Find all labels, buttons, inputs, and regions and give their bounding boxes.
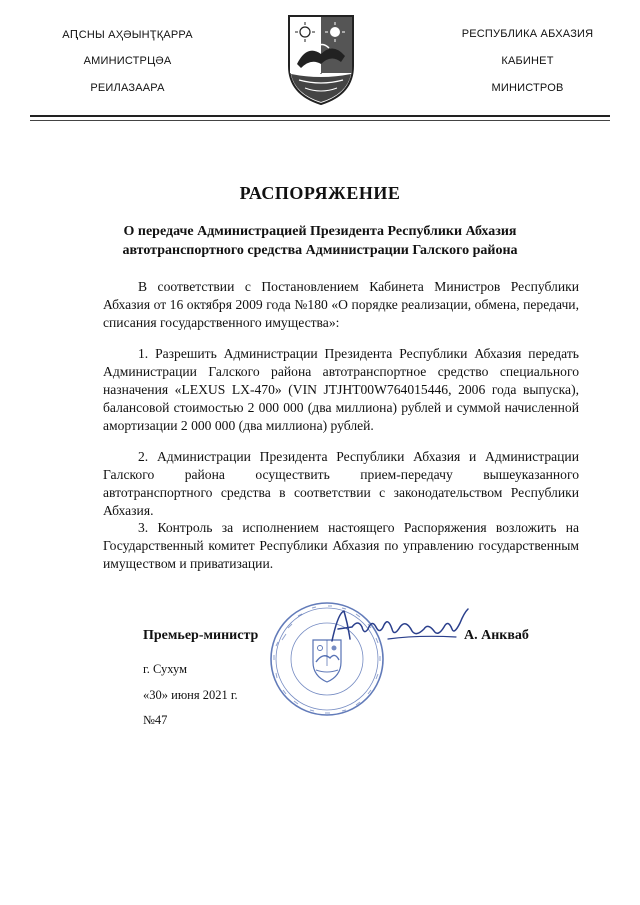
header-left-line-1: АԤСНЫ АҲӘЫНҬҚАРРА: [62, 29, 193, 41]
document-title: РАСПОРЯЖЕНИЕ: [239, 183, 401, 203]
item-paragraph-1: 1. Разрешить Администрации Президента Республики Абхазия передать Администрации Галского района автотранспортное средство специального назначения «LEXUS LX-470» (VIN JTJHT00W764015446, 2006 года выпуска), балансовой стоимостью 2 000 000 (два миллиона) рублей и суммой начисленной амортизации 2 000 000 (два миллиона) рублей.: [103, 346, 579, 433]
document-subtitle: О передаче Администрацией Президента Республики Абхазия автотранспортного средства Администрации Галского района: [122, 224, 518, 258]
state-emblem-icon: [285, 14, 357, 106]
intro-paragraph: В соответствии с Постановлением Кабинета Министров Республики Абхазия от 16 октября 2009 года №180 «О порядке реализации, обмена, передачи, списания государственного имущества»:: [103, 279, 579, 330]
header-left-line-3: РЕИЛАЗААРА: [90, 82, 165, 94]
document-place: г. Сухум: [143, 662, 188, 676]
signatory-name: А. Анкваб: [464, 628, 529, 643]
header-divider-thick: [30, 115, 610, 117]
document-number: №47: [143, 713, 168, 727]
handwritten-signature: [328, 605, 478, 650]
header-right-line-1: РЕСПУБЛИКА АБХАЗИЯ: [461, 28, 594, 40]
item-paragraph-3: 3. Контроль за исполнением настоящего Распоряжения возложить на Государственный комитет Республики Абхазия по управлению государственным имуществом и приватизации.: [103, 520, 579, 571]
item-paragraph-2: 2. Администрации Президента Республики Абхазия и Администрации Галского района осуществить прием-передачу вышеуказанного автотранспортного средства в соответствии с законодательством Республики Абхазия.: [103, 449, 579, 518]
document-date: «30» июня 2021 г.: [143, 688, 238, 702]
header-divider-thin: [30, 120, 610, 121]
header-right-line-3: МИНИСТРОВ: [491, 82, 564, 94]
signatory-title: Премьер-министр: [143, 628, 259, 643]
header-left-line-2: АМИНИСТРЦӘА: [83, 55, 172, 67]
header-right-line-2: КАБИНЕТ: [501, 55, 554, 67]
